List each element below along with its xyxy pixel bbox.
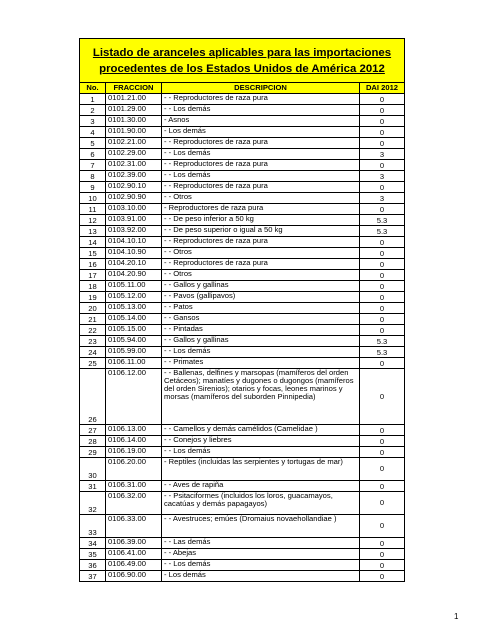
cell-descripcion: - - Reproductores de raza pura [162,94,360,105]
cell-dai: 0 [360,492,405,515]
cell-dai: 0 [360,248,405,259]
cell-fraccion: 0105.94.00 [106,336,162,347]
cell-dai: 0 [360,369,405,425]
table-row [80,347,405,358]
cell-fraccion: 0102.90.90 [106,193,162,204]
cell-fraccion: 0104.20.10 [106,259,162,270]
cell-fraccion: 0101.30.00 [106,116,162,127]
cell-no: 37 [80,571,106,582]
table-row [80,270,405,281]
cell-fraccion: 0105.13.00 [106,303,162,314]
cell-descripcion: - Los demás [162,127,360,138]
cell-dai: 0 [360,237,405,248]
cell-dai: 0 [360,127,405,138]
cell-fraccion: 0102.90.10 [106,182,162,193]
cell-descripcion: - - Reproductores de raza pura [162,259,360,270]
cell-dai: 0 [360,358,405,369]
cell-descripcion: - - Otros [162,270,360,281]
cell-no: 4 [80,127,106,138]
table-row [80,138,405,149]
cell-dai: 0 [360,94,405,105]
cell-no: 15 [80,248,106,259]
cell-descripcion: - - Los demás [162,447,360,458]
cell-no: 7 [80,160,106,171]
cell-dai: 3 [360,193,405,204]
table-row [80,515,405,538]
cell-dai: 0 [360,182,405,193]
cell-descripcion: - Asnos [162,116,360,127]
cell-fraccion: 0106.39.00 [106,538,162,549]
cell-dai: 0 [360,303,405,314]
table-row [80,458,405,481]
cell-no: 16 [80,259,106,270]
cell-no: 33 [80,515,106,538]
table-row [80,560,405,571]
table-row [80,549,405,560]
cell-dai: 0 [360,259,405,270]
cell-fraccion: 0102.31.00 [106,160,162,171]
cell-fraccion: 0106.33.00 [106,515,162,538]
header-row [80,83,405,94]
cell-descripcion: - - Reproductores de raza pura [162,160,360,171]
cell-fraccion: 0105.15.00 [106,325,162,336]
cell-dai: 0 [360,292,405,303]
cell-no: 25 [80,358,106,369]
cell-descripcion: - - Pintadas [162,325,360,336]
cell-no: 2 [80,105,106,116]
cell-no: 3 [80,116,106,127]
cell-fraccion: 0106.31.00 [106,481,162,492]
cell-dai: 0 [360,425,405,436]
cell-no: 35 [80,549,106,560]
cell-dai: 0 [360,281,405,292]
cell-fraccion: 0103.92.00 [106,226,162,237]
table-row [80,358,405,369]
cell-descripcion: - - Los demás [162,560,360,571]
cell-no: 10 [80,193,106,204]
table-row [80,492,405,515]
cell-descripcion: - - Reproductores de raza pura [162,138,360,149]
cell-no: 30 [80,458,106,481]
cell-no: 6 [80,149,106,160]
cell-dai: 3 [360,149,405,160]
table-row [80,538,405,549]
cell-no: 12 [80,215,106,226]
cell-dai: 0 [360,436,405,447]
cell-dai: 0 [360,116,405,127]
cell-fraccion: 0106.19.00 [106,447,162,458]
cell-descripcion: - - De peso inferior a 50 kg [162,215,360,226]
cell-fraccion: 0106.13.00 [106,425,162,436]
cell-fraccion: 0104.10.90 [106,248,162,259]
table-row [80,303,405,314]
table-row [80,447,405,458]
cell-descripcion: - - Los demás [162,105,360,116]
cell-no: 19 [80,292,106,303]
cell-fraccion: 0106.11.00 [106,358,162,369]
table-row [80,116,405,127]
table-row [80,292,405,303]
cell-no: 34 [80,538,106,549]
table-row [80,425,405,436]
cell-descripcion: - - Otros [162,193,360,204]
cell-no: 14 [80,237,106,248]
cell-no: 18 [80,281,106,292]
cell-dai: 0 [360,560,405,571]
cell-dai: 0 [360,458,405,481]
cell-no: 8 [80,171,106,182]
cell-descripcion: - - Los demás [162,347,360,358]
cell-fraccion: 0106.14.00 [106,436,162,447]
cell-dai: 5.3 [360,215,405,226]
cell-no: 22 [80,325,106,336]
cell-no: 20 [80,303,106,314]
cell-fraccion: 0104.20.90 [106,270,162,281]
cell-no: 26 [80,369,106,425]
table-row [80,193,405,204]
cell-fraccion: 0106.49.00 [106,560,162,571]
table-row [80,336,405,347]
cell-dai: 0 [360,515,405,538]
cell-no: 23 [80,336,106,347]
cell-no: 31 [80,481,106,492]
cell-no: 32 [80,492,106,515]
title-line-1: Listado de aranceles aplicables para las importaciones [92,46,392,59]
table-row [80,369,405,425]
table-row [80,160,405,171]
cell-descripcion: - - Pavos (gallipavos) [162,292,360,303]
cell-no: 1 [80,94,106,105]
cell-descripcion: - - Las demás [162,538,360,549]
table-row [80,215,405,226]
cell-dai: 0 [360,549,405,560]
cell-dai: 3 [360,171,405,182]
cell-fraccion: 0101.29.00 [106,105,162,116]
cell-fraccion: 0106.90.00 [106,571,162,582]
cell-dai: 5.3 [360,347,405,358]
table-row [80,259,405,270]
cell-descripcion: - - Aves de rapiña [162,481,360,492]
cell-dai: 0 [360,538,405,549]
table-row [80,481,405,492]
cell-fraccion: 0106.12.00 [106,369,162,425]
cell-descripcion: - - Abejas [162,549,360,560]
cell-no: 9 [80,182,106,193]
table-row [80,127,405,138]
table-row [80,149,405,160]
table-row [80,182,405,193]
table-row [80,436,405,447]
table-row [80,105,405,116]
cell-fraccion: 0106.41.00 [106,549,162,560]
table-row [80,571,405,582]
cell-dai: 0 [360,270,405,281]
cell-descripcion: - Reptiles (incluidas las serpientes y tortugas de mar) [162,458,360,481]
cell-fraccion: 0103.10.00 [106,204,162,215]
header-dai: DAI 2012 [360,83,405,94]
cell-descripcion: - - Primates [162,358,360,369]
tariff-table [79,38,405,582]
cell-dai: 0 [360,571,405,582]
table-row [80,204,405,215]
cell-no: 29 [80,447,106,458]
cell-dai: 0 [360,481,405,492]
table-row [80,281,405,292]
cell-fraccion: 0104.10.10 [106,237,162,248]
cell-dai: 0 [360,204,405,215]
cell-descripcion: - - Ballenas, delfines y marsopas (mamíferos del orden Cetáceos); manatíes y dugones o dugongos (mamíferos del orden Sirenios); otarios y focas, leones marinos y morsas (mamíferos del suborden Pinnipedia) [162,369,360,425]
cell-fraccion: 0101.21.00 [106,94,162,105]
cell-descripcion: - - Gallos y gallinas [162,336,360,347]
cell-descripcion: - - Gansos [162,314,360,325]
cell-descripcion: - - Gallos y gallinas [162,281,360,292]
table-row [80,171,405,182]
cell-descripcion: - Los demás [162,571,360,582]
table-row [80,248,405,259]
table-row [80,237,405,248]
cell-descripcion: - - Conejos y liebres [162,436,360,447]
cell-dai: 0 [360,138,405,149]
cell-fraccion: 0105.14.00 [106,314,162,325]
cell-descripcion: - - Los demás [162,149,360,160]
cell-fraccion: 0106.32.00 [106,492,162,515]
cell-fraccion: 0102.29.00 [106,149,162,160]
cell-fraccion: 0102.21.00 [106,138,162,149]
cell-fraccion: 0101.90.00 [106,127,162,138]
cell-descripcion: - - Patos [162,303,360,314]
cell-dai: 0 [360,325,405,336]
table-row [80,226,405,237]
cell-fraccion: 0106.20.00 [106,458,162,481]
cell-descripcion: - - Reproductores de raza pura [162,237,360,248]
cell-no: 17 [80,270,106,281]
cell-dai: 5.3 [360,226,405,237]
cell-fraccion: 0105.12.00 [106,292,162,303]
header-fraccion: FRACCION [106,83,162,94]
cell-no: 21 [80,314,106,325]
header-descripcion: DESCRIPCION [162,83,360,94]
cell-no: 13 [80,226,106,237]
title-line-2: procedentes de los Estados Unidos de América 2012 [99,62,385,75]
cell-dai: 0 [360,314,405,325]
cell-descripcion: - - Otros [162,248,360,259]
cell-no: 27 [80,425,106,436]
cell-fraccion: 0105.99.00 [106,347,162,358]
cell-descripcion: - - Camellos y demás camélidos (Camelidae ) [162,425,360,436]
cell-descripcion: - Reproductores de raza pura [162,204,360,215]
cell-descripcion: - - De peso superior o igual a 50 kg [162,226,360,237]
cell-no: 11 [80,204,106,215]
cell-descripcion: - - Avestruces; emúes (Dromaius novaehollandiae ) [162,515,360,538]
page-number: 1 [454,612,459,621]
table-row [80,94,405,105]
table-title [80,39,405,83]
cell-dai: 0 [360,105,405,116]
cell-descripcion: - - Reproductores de raza pura [162,182,360,193]
cell-descripcion: - - Psitaciformes (incluidos los loros, guacamayos, cacatúas y demás papagayos) [162,492,360,515]
cell-dai: 5.3 [360,336,405,347]
table-row [80,325,405,336]
cell-no: 24 [80,347,106,358]
cell-no: 5 [80,138,106,149]
cell-fraccion: 0105.11.00 [106,281,162,292]
cell-descripcion: - - Los demás [162,171,360,182]
cell-no: 36 [80,560,106,571]
header-no: No. [80,83,106,94]
cell-dai: 0 [360,160,405,171]
cell-fraccion: 0103.91.00 [106,215,162,226]
cell-no: 28 [80,436,106,447]
table-row [80,314,405,325]
cell-fraccion: 0102.39.00 [106,171,162,182]
cell-dai: 0 [360,447,405,458]
